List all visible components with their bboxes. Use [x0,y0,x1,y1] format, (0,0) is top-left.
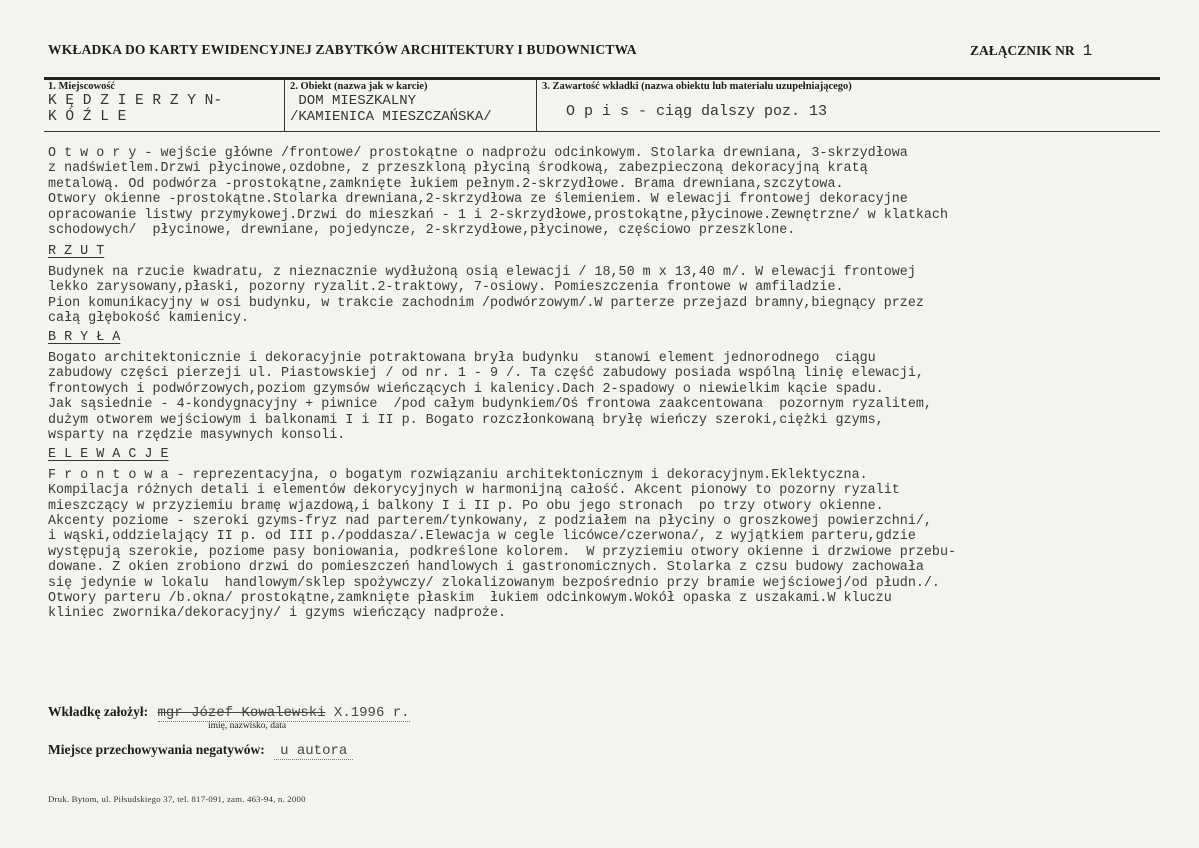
text-line: Otwory parteru /b.okna/ prostokątne,zamknięte płaskim łukiem odcinkowym.Wokół opaska z uszakami.W kluczu [48,590,892,606]
text-line: schodowych/ płycinowe, drewniane, pojedyncze, 2-skrzydłowe,płycinowe, częściowo przeszklone. [48,223,796,239]
text-line: Jak sąsiednie - 4-kondygnacyjny + piwnice /pod całym budynkiem/Oś frontowa zaakcentowana pozornym ryzalitem, [48,397,932,413]
text-line: występują szerokie, poziome pasy boniowania, podkreślone kolorem. W przyziemiu otwory okienne i drzwiowe przebu- [48,544,957,560]
field-divider-2 [536,80,537,131]
text-line: dużym otworem wejściowym i balkonami I i II p. Bogato rozczłonkowaną bryłę wieńczy szeroki,ciężki gzyms, [48,412,884,428]
text-line: Kompilacja różnych detali i elementów dekorycyjnych w harmonijną całość. Akcent pionowy to pozorny ryzalit [48,483,900,499]
text-line: frontowych i podwórzowych,poziom gzymsów wieńczących i kalenicy.Dach 2-spadowy o niewielkim kącie spadu. [48,381,884,397]
author-line [48,704,410,721]
annex-label-text: ZAŁĄCZNIK NR [970,43,1075,58]
section-otwory [48,146,1188,238]
field-3-label: 3. Zawartość wkładki (nazwa obiektu lub materiału uzupełniającego) [542,81,852,92]
text-line: metalową. Od podwórza -prostokątne,zamknięte łukiem pełnym.2-skrzydłowe. Brama drewniana,szczytowa. [48,176,844,192]
form-title: WKŁADKA DO KARTY EWIDENCYJNEJ ZABYTKÓW ARCHITEKTURY I BUDOWNICTWA [48,42,637,57]
field-1-value-line2: K Ó Ź L E [48,109,127,125]
text-line: Budynek na rzucie kwadratu, z nieznacznie wydłużoną osią elewacji / 18,50 m x 13,40 m/. W elewacji frontowej [48,264,916,280]
section-bryla [48,351,1188,443]
field-3-value: O p i s - ciąg dalszy poz. 13 [566,103,828,120]
text-line: mieszczący w przyziemiu bramę wjazdową,i balkony I i II p. Po obu jego stronach po trzy otwory okienne. [48,498,884,514]
text-line: kliniec zwornika/dekoracyjny/ i gzyms wieńczący nadproże. [48,606,507,622]
text-line: z nadświetlem.Drzwi płycinowe,ozdobne, z przeszkloną płyciną środkową, zabezpieczoną dekoracyjną kratą [48,161,868,177]
text-line: Pion komunikacyjny w osi budynku, w trakcie zachodnim /podwórzowym/.W parterze przejazd bramny,biegnący przez [48,295,924,311]
printer-info: Druk. Bytom, ul. Piłsudskiego 37, tel. 817-091, zam. 463-94, n. 2000 [48,794,306,804]
fields-bottom-rule [44,131,1160,132]
field-2-value-line2: /KAMIENICA MIESZCZAŃSKA/ [290,109,492,125]
text-line: Otwory okienne -prostokątne.Stolarka drewniana,2-skrzydłowa ze ślemieniem. W elewacji frontowej dekoracyjne [48,192,908,208]
section-elewacje [48,468,1188,622]
section-heading-rzut: R Z U T [48,244,105,260]
author-value: mgr Józef Kowalewski [157,705,326,721]
text-line: O t w o r y - wejście główne /frontowe/ prostokątne o nadprożu odcinkowym. Stolarka drewniana, 3-skrzydłowa [48,146,908,161]
text-line: dowane. Z okien zrobiono drzwi do pomieszczeń handlowych i gastronomicznych. Stolarka z czsu budowy zachowała [48,560,924,576]
section-heading-elewacje: E L E W A C J E [48,447,169,463]
storage-line [48,742,353,759]
text-line: wsparty na rzędzie masywnych konsoli. [48,427,346,443]
text-line: opracowanie listwy przymykowej.Drzwi do mieszkań - 1 i 2-skrzydłowe,prostokątne,płycinowe.Zewnętrzne/ w klatkach [48,207,948,223]
author-label: Wkładkę założył: [48,704,149,719]
author-field [158,705,410,722]
text-line: lekko zarysowany,płaski, pozorny ryzalit.2-traktowy, 7-osiowy. Pomieszczenia frontowe w amfiladzie. [48,280,844,296]
text-line: i wąski,oddzielający II p. od III p./poddasza/.Elewacja w cegle licówce/czerwona/, z wyjątkiem parteru,gdzie [48,529,916,545]
field-1-label: 1. Miejscowość [48,81,116,92]
text-line: się jedynie w lokalu handlowym/sklep spożywczy/ zlokalizowanym bezpośrednio przy bramie wejściowej/od płudn./. [48,575,940,591]
storage-label: Miejsce przechowywania negatywów: [48,742,265,757]
field-2-value-line1: DOM MIESZKALNY [290,93,417,109]
text-line: Bogato architektonicznie i dekoracyjnie potraktowana bryła budynku stanowi element jednorodnego ciągu [48,350,876,366]
field-2-label: 2. Obiekt (nazwa jak w karcie) [290,81,428,92]
text-line: całą głębokość kamienicy. [48,311,249,327]
section-heading-bryla: B R Y Ł A [48,330,121,346]
text-line: zabudowy części pierzeji ul. Piastowskiej / od nr. 1 - 9 /. Ta część zabudowy posiada wspólną linię elewacji, [48,366,924,382]
author-sublabel: imię, nazwisko, data [208,721,287,731]
text-line: Akcenty poziome - szeroki gzyms-fryz nad parterem/tynkowany, z podziałem na płyciny o groszkowej powierzchni/, [48,513,932,529]
field-1-value-line1: K Ę D Z I E R Z Y N- [48,93,223,109]
storage-value: u autora [274,743,353,760]
annex-number: 1 [1082,42,1093,60]
header-rule [44,77,1160,80]
section-rzut [48,265,1188,327]
annex-label [970,42,1092,60]
field-divider-1 [284,80,285,131]
author-year: X.1996 r. [325,705,410,721]
text-line: F r o n t o w a - reprezentacyjna, o bogatym rozwiązaniu architektonicznym i dekoracyjnym.Eklektyczna. [48,467,868,483]
description-body [48,146,1188,622]
